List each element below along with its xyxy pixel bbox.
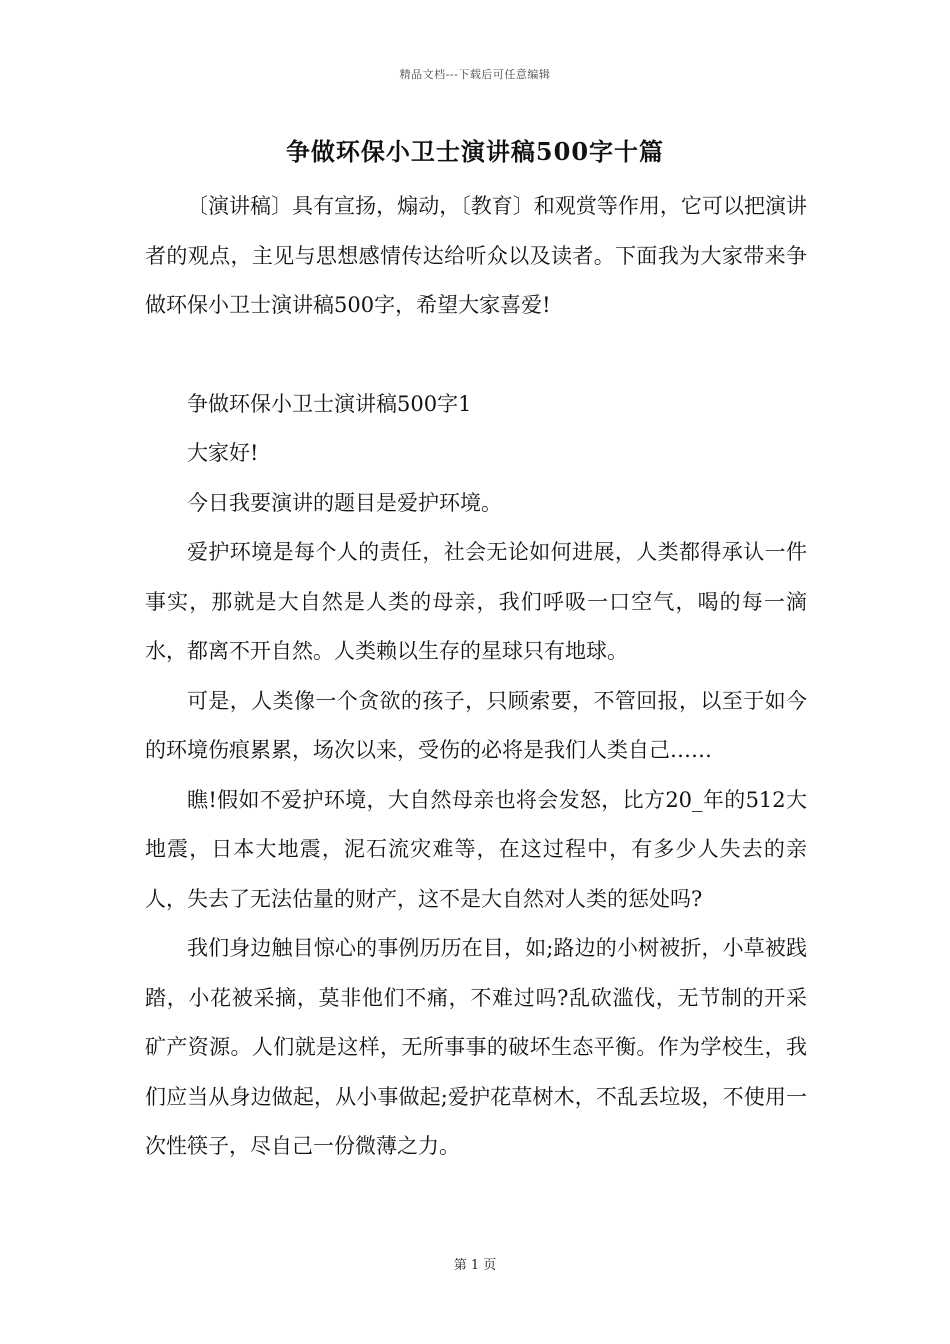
- body-paragraph-responsibility: 爱护环境是每个人的责任，社会无论如何进展，人类都得承认一件事实，那就是大自然是人类的母亲，我们呼吸一口空气，喝的每一滴水，都离不开自然。人类赖以生存的星球只有地球。: [145, 540, 807, 663]
- body-paragraph-greed: 可是，人类像一个贪欲的孩子，只顾索要，不管回报，以至于如今的环境伤痕累累，场次以来，受伤的必将是我们人类自己……: [145, 688, 807, 762]
- section-title: 争做环保小卫士演讲稿500字1: [187, 391, 472, 416]
- body-paragraph-examples: 我们身边触目惊心的事例历历在目，如;路边的小树被折，小草被践踏，小花被采摘，莫非他们不痛，不难过吗?乱砍滥伐，无节制的开采矿产资源。人们就是这样，无所事事的破坏生态平衡。作为学校生，我们应当从身边做起，从小事做起;爱护花草树木，不乱丢垃圾，不使用一次性筷子，尽自己一份微薄之力。: [145, 936, 807, 1158]
- body-paragraph-disasters: 瞧!假如不爱护环境，大自然母亲也将会发怒，比方20_年的512大地震，日本大地震，泥石流灾难等，在这过程中，有多少人失去的亲人，失去了无法估量的财产，这不是大自然对人类的惩处吗?: [145, 787, 807, 911]
- document-body: [145, 182, 807, 1172]
- body-paragraph-greeting: 大家好!: [187, 441, 259, 465]
- intro-paragraph: 〔演讲稿〕具有宣扬，煽动，〔教育〕和观赏等作用，它可以把演讲者的观点，主见与思想感情传达给听众以及读者。下面我为大家带来争做环保小卫士演讲稿500字，希望大家喜爱!: [145, 194, 807, 317]
- document-title: 争做环保小卫士演讲稿500字十篇: [285, 137, 665, 166]
- body-paragraph-topic: 今日我要演讲的题目是爱护环境。: [187, 490, 502, 515]
- paragraph-gap: [145, 331, 807, 380]
- header-note: 精品文档---下载后可任意编辑: [399, 68, 551, 81]
- page-number: 第 1 页: [453, 1258, 497, 1273]
